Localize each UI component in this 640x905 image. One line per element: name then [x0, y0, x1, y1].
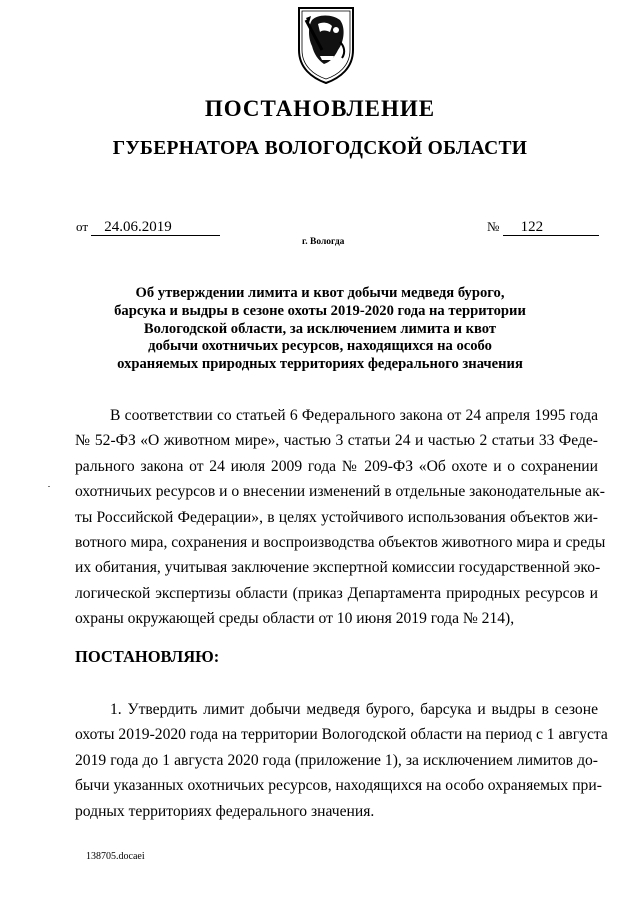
number-value: 122 — [503, 220, 599, 236]
date-value: 24.06.2019 — [91, 220, 220, 236]
text-line: 1. Утвердить лимит добычи медведя бурого, барсука и выдры в сезоне — [110, 701, 598, 718]
date-field — [76, 219, 220, 236]
subject-line: Об утверждении лимита и квот добычи медведя бурого, — [135, 285, 505, 301]
subject-line: добычи охотничьих ресурсов, находящихся на особо — [148, 338, 492, 355]
city-label: г. Вологда — [302, 237, 345, 247]
clause-1-paragraph — [75, 697, 608, 824]
coat-of-arms-icon — [296, 6, 356, 84]
text-line: охраны окружающей среды области от 10 июня 2019 года № 214), — [75, 610, 515, 628]
text-line: вотного мира, сохранения и воспроизводства объектов животного мира и среды — [75, 534, 606, 552]
issuer-title: ГУБЕРНАТОРА ВОЛОГОДСКОЙ ОБЛАСТИ — [112, 138, 528, 159]
subject-line: Вологодской области, за исключением лимита и квот — [143, 320, 497, 337]
date-label: от — [76, 219, 89, 234]
resolve-heading: ПОСТАНОВЛЯЮ: — [75, 647, 220, 666]
text-line: № 52-ФЗ «О животном мире», частью 3 статьи 24 и частью 2 статьи 33 Феде- — [75, 432, 598, 450]
document-subject — [80, 285, 560, 374]
text-line: их обитания, учитывая заключение экспертной комиссии государственной эко- — [75, 559, 601, 577]
text-line: охотничьих ресурсов и о внесении изменений в отдельные законодательные ак- — [75, 483, 605, 501]
text-line: 2019 года до 1 августа 2020 года (приложение 1), за исключением лимитов до- — [75, 751, 598, 769]
document-title: ПОСТАНОВЛЕНИЕ — [204, 96, 436, 121]
subject-line: барсука и выдры в сезоне охоты 2019-2020 года на территории — [114, 302, 526, 319]
subject-line: охраняемых природных территориях федерального значения — [117, 356, 523, 373]
text-line: родных территориях федерального значения. — [75, 802, 375, 820]
file-footer: 138705.docaei — [86, 851, 145, 862]
text-line: охоты 2019-2020 года на территории Вологодской области на период с 1 августа — [75, 726, 608, 744]
text-line: бычи указанных охотничьих ресурсов, находящихся на особо охраняемых при- — [75, 777, 602, 795]
text-line: В соответствии со статьей 6 Федерального закона от 24 апреля 1995 года — [110, 407, 598, 424]
preamble-paragraph — [75, 403, 606, 632]
text-line: рального закона от 24 июля 2009 года № 209-ФЗ «Об охоте и о сохранении — [75, 457, 598, 475]
text-line: логической экспертизы области (приказ Департамента природных ресурсов и — [75, 584, 598, 602]
number-field — [487, 219, 599, 236]
text-line: ты Российской Федерации», в целях устойчивого использования объектов жи- — [75, 508, 598, 526]
scan-mark — [48, 486, 50, 487]
number-label: № — [487, 219, 500, 234]
